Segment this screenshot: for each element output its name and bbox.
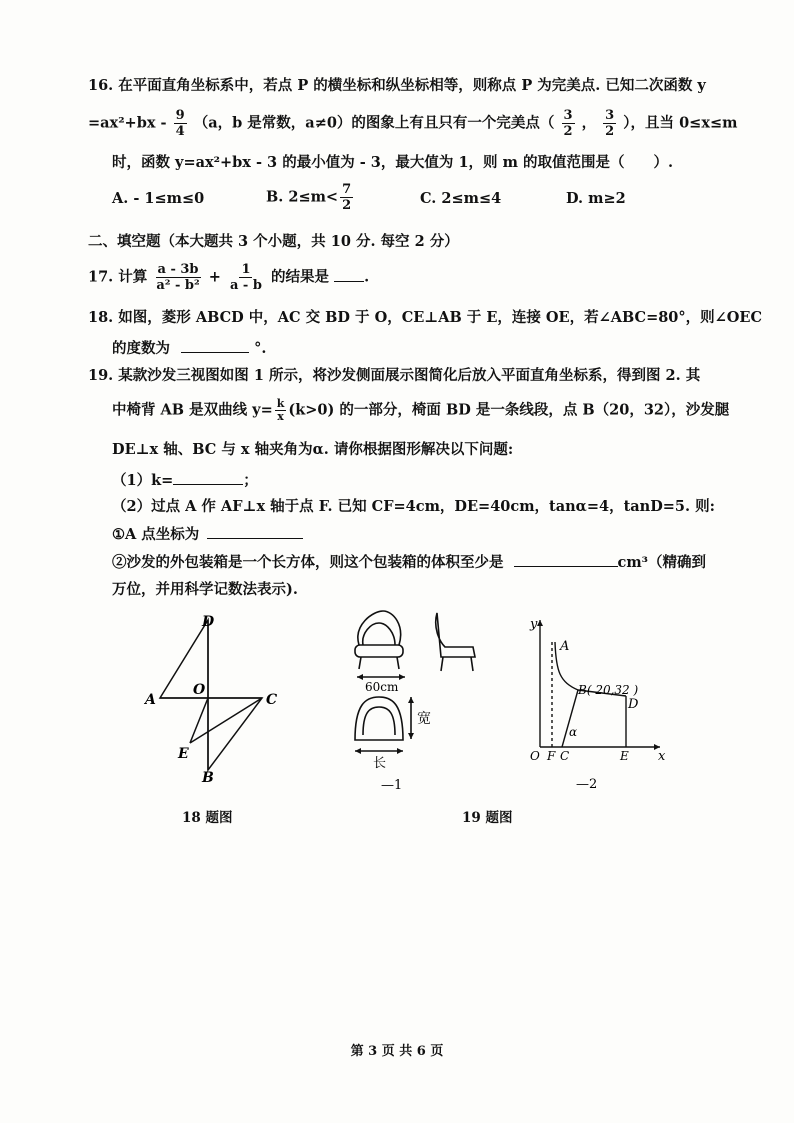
q16-frac-9-4: $\frac{9}{4}$	[175, 108, 185, 139]
q16-eq-end: ），且当 0≤x≤m	[623, 114, 738, 132]
q18-answer-blank	[181, 338, 249, 353]
angle-alpha: α	[569, 725, 578, 739]
label-a: A	[145, 692, 156, 708]
q19-part1: （1）k= ；	[112, 472, 258, 489]
figure-18-rhombus	[140, 610, 280, 790]
pt-c: C	[560, 749, 570, 763]
pt-f: F	[547, 749, 556, 763]
axis-x: x	[658, 749, 666, 764]
q16-option-c: C. 2≤m≤4	[420, 190, 502, 207]
q19-a-coord-blank	[207, 524, 303, 539]
q19-part2-2: ②沙发的外包装箱是一个长方体，则这个包装箱的体积至少是 cm³（精确到	[112, 554, 707, 571]
pt-b: B( 20,32 )	[578, 683, 639, 697]
dim-width: 宽	[417, 711, 431, 727]
axis-y: y	[530, 617, 538, 632]
q19-k-blank	[173, 470, 243, 485]
label-o: O	[193, 682, 206, 698]
q17-answer-blank	[334, 267, 364, 282]
q16-condition: （a，b 是常数，a≠0）的图象上有且只有一个完美点（	[193, 114, 555, 132]
q19-line2: 中椅背 AB 是双曲线 y= $\frac{k}{x}$ (k>0) 的一部分，椅面 BD 是一条线段，点 B（20，32），沙发腿	[112, 397, 730, 423]
figure-19-2-coordinates	[520, 612, 670, 792]
q19-line3: DE⊥x 轴、BC 与 x 轴夹角为α. 请你根据图形解决以下问题:	[112, 441, 514, 458]
dim-60cm: 60cm	[365, 680, 399, 694]
pt-o: O	[530, 749, 540, 763]
q19-part2-3: 万位，并用科学记数法表示).	[112, 581, 298, 598]
q16-option-d: D. m≥2	[566, 190, 626, 207]
figure-19-1-sofa-views	[345, 605, 495, 795]
caption-19: 19 题图	[462, 810, 513, 826]
q16-frac-3-2-b: $\frac{3}{2}$	[605, 108, 615, 139]
q17-frac2: $\frac{1}{a - b}$	[229, 262, 262, 293]
sub-label-1: —1	[381, 778, 403, 793]
q19-line1: 19. 某款沙发三视图如图 1 所示，将沙发侧面展示图简化后放入平面直角坐标系，得到图 2. 其	[88, 367, 701, 384]
q16-line3: 时，函数 y=ax²+bx - 3 的最小值为 - 3，最大值为 1，则 m 的取值范围是（ ）.	[112, 154, 674, 171]
q18-line2: 的度数为 °.	[112, 340, 267, 357]
label-d: D	[202, 614, 215, 630]
q16-option-a: A. - 1≤m≤0	[112, 190, 205, 207]
label-b: B	[202, 770, 214, 786]
q16-line1: 16. 在平面直角坐标系中，若点 P 的横坐标和纵坐标相等，则称点 P 为完美点. 已知二次函数 y	[88, 77, 706, 94]
pt-a: A	[560, 639, 570, 654]
pt-d: D	[628, 697, 639, 712]
q16-option-b: B. 2≤m< $\frac{7}{2}$	[266, 182, 352, 213]
page-footer: 第 3 页 共 6 页	[350, 1044, 444, 1059]
pt-e: E	[620, 749, 629, 763]
dim-length: 长	[373, 756, 387, 771]
caption-18: 18 题图	[182, 810, 233, 826]
label-c: C	[266, 692, 278, 708]
q19-part2-1: ①A 点坐标为	[112, 524, 303, 545]
q19-volume-blank	[514, 552, 618, 567]
section-heading: 二、填空题（本大题共 3 个小题，共 10 分. 每空 2 分）	[88, 233, 459, 250]
q17: 17. 计算 $\frac{a - 3b}{\text{a² - b²}}$ + $\frac{1}{a - b}$ 的结果是 .	[88, 262, 370, 293]
q16-line2: =ax²+bx - $\frac{9}{4}$ （a，b 是常数，a≠0）的图象上有且只有一个完美点（ $\frac{3}{2}$ ， $\frac{3}{2}$ ），且当 0≤x≤m	[88, 108, 738, 139]
q16-eq-start: =ax²+bx -	[88, 114, 167, 132]
q17-frac1: $\frac{a - 3b}{\text{a² - b²}}$	[156, 262, 200, 293]
label-e: E	[178, 746, 189, 762]
sub-label-2: —2	[576, 777, 598, 792]
q19-part2: （2）过点 A 作 AF⊥x 轴于点 F. 已知 CF=4cm，DE=40cm，tanα=4，tanD=5. 则:	[112, 498, 715, 515]
q16-frac-3-2-a: $\frac{3}{2}$	[563, 108, 573, 139]
q18-line1: 18. 如图，菱形 ABCD 中，AC 交 BD 于 O，CE⊥AB 于 E，连接 OE，若∠ABC=80°，则∠OEC	[88, 309, 763, 326]
